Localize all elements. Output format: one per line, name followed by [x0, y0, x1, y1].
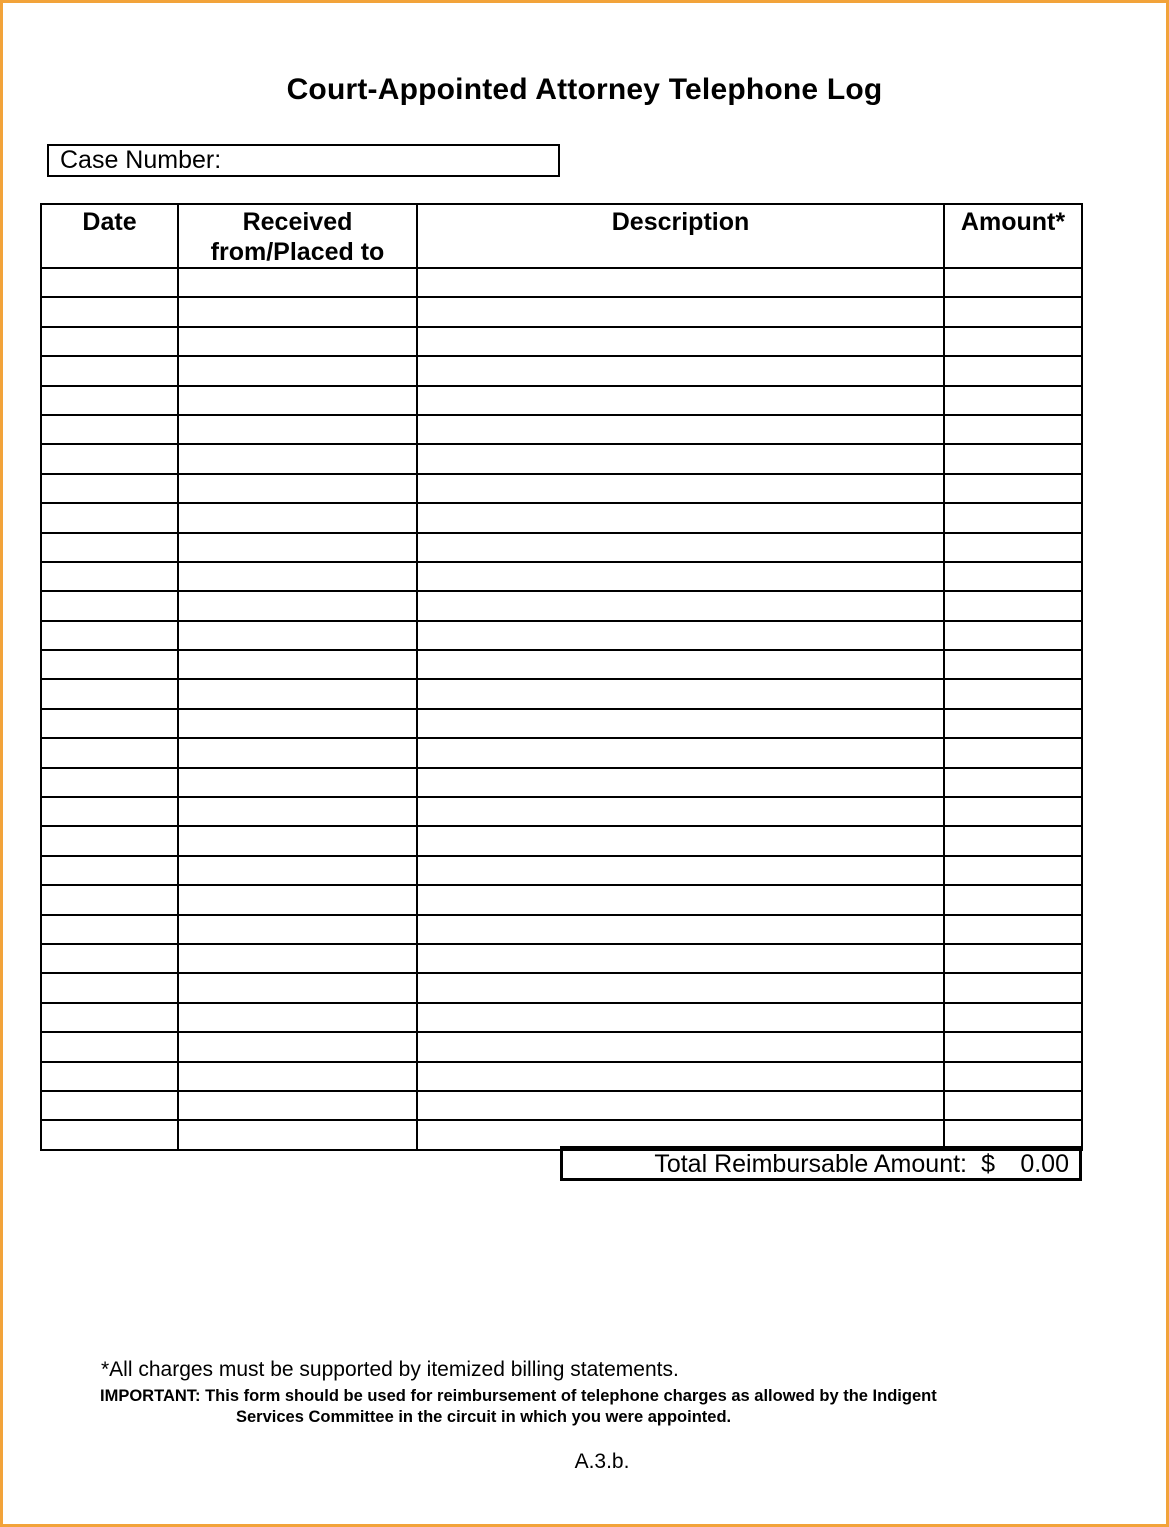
- table-row: [41, 709, 1082, 738]
- cell-description[interactable]: [417, 768, 944, 797]
- cell-amount[interactable]: [944, 503, 1082, 532]
- cell-amount[interactable]: [944, 444, 1082, 473]
- cell-description[interactable]: [417, 268, 944, 297]
- cell-amount[interactable]: [944, 327, 1082, 356]
- cell-received-placed[interactable]: [178, 650, 417, 679]
- cell-date[interactable]: [41, 826, 178, 855]
- cell-description[interactable]: [417, 415, 944, 444]
- cell-amount[interactable]: [944, 797, 1082, 826]
- cell-received-placed[interactable]: [178, 444, 417, 473]
- cell-amount[interactable]: [944, 562, 1082, 591]
- cell-description[interactable]: [417, 856, 944, 885]
- table-row: [41, 297, 1082, 326]
- cell-date[interactable]: [41, 444, 178, 473]
- cell-date[interactable]: [41, 679, 178, 708]
- cell-amount[interactable]: [944, 533, 1082, 562]
- case-number-field[interactable]: [47, 144, 560, 177]
- cell-received-placed[interactable]: [178, 386, 417, 415]
- cell-description[interactable]: [417, 621, 944, 650]
- cell-description[interactable]: [417, 503, 944, 532]
- cell-received-placed[interactable]: [178, 1120, 417, 1149]
- important-line1: IMPORTANT: This form should be used for reimbursement of telephone charges as allowed by the Indigent: [100, 1387, 937, 1405]
- table-row: [41, 826, 1082, 855]
- cell-amount[interactable]: [944, 915, 1082, 944]
- table-row: [41, 1003, 1082, 1032]
- cell-received-placed[interactable]: [178, 297, 417, 326]
- cell-amount[interactable]: [944, 386, 1082, 415]
- header-date: Date: [41, 204, 178, 268]
- total-value[interactable]: 0.00: [1020, 1150, 1069, 1178]
- cell-description[interactable]: [417, 327, 944, 356]
- cell-amount[interactable]: [944, 1091, 1082, 1120]
- total-label: Total Reimbursable Amount:: [654, 1150, 967, 1178]
- cell-description[interactable]: [417, 474, 944, 503]
- cell-description[interactable]: [417, 533, 944, 562]
- cell-amount[interactable]: [944, 944, 1082, 973]
- cell-amount[interactable]: [944, 826, 1082, 855]
- cell-amount[interactable]: [944, 885, 1082, 914]
- cell-date[interactable]: [41, 915, 178, 944]
- cell-amount[interactable]: [944, 856, 1082, 885]
- cell-date[interactable]: [41, 797, 178, 826]
- cell-received-placed[interactable]: [178, 738, 417, 767]
- cell-amount[interactable]: [944, 1003, 1082, 1032]
- cell-date[interactable]: [41, 973, 178, 1002]
- table-row: [41, 503, 1082, 532]
- table-row: [41, 562, 1082, 591]
- cell-received-placed[interactable]: [178, 415, 417, 444]
- telephone-log-table: [40, 203, 1083, 1151]
- cell-date[interactable]: [41, 562, 178, 591]
- cell-description[interactable]: [417, 562, 944, 591]
- cell-date[interactable]: [41, 415, 178, 444]
- cell-description[interactable]: [417, 915, 944, 944]
- header-received-placed: [178, 204, 417, 268]
- table-row: [41, 474, 1082, 503]
- cell-date[interactable]: [41, 1091, 178, 1120]
- cell-description[interactable]: [417, 1091, 944, 1120]
- header-description: Description: [417, 204, 944, 268]
- cell-date[interactable]: [41, 297, 178, 326]
- cell-description[interactable]: [417, 591, 944, 620]
- cell-description[interactable]: [417, 944, 944, 973]
- header-amount: Amount*: [944, 204, 1082, 268]
- cell-amount[interactable]: [944, 973, 1082, 1002]
- cell-received-placed[interactable]: [178, 944, 417, 973]
- table-row: [41, 768, 1082, 797]
- cell-amount[interactable]: [944, 356, 1082, 385]
- cell-description[interactable]: [417, 1062, 944, 1091]
- cell-received-placed[interactable]: [178, 474, 417, 503]
- cell-received-placed[interactable]: [178, 973, 417, 1002]
- table-body: [41, 268, 1082, 1150]
- cell-received-placed[interactable]: [178, 621, 417, 650]
- cell-received-placed[interactable]: [178, 268, 417, 297]
- cell-received-placed[interactable]: [178, 768, 417, 797]
- cell-received-placed[interactable]: [178, 826, 417, 855]
- cell-received-placed[interactable]: [178, 709, 417, 738]
- cell-received-placed[interactable]: [178, 562, 417, 591]
- header-received-line1: Received: [242, 208, 353, 236]
- cell-description[interactable]: [417, 797, 944, 826]
- cell-description[interactable]: [417, 650, 944, 679]
- cell-amount[interactable]: [944, 650, 1082, 679]
- cell-description[interactable]: [417, 1032, 944, 1061]
- table-row: [41, 973, 1082, 1002]
- table-row: [41, 356, 1082, 385]
- total-currency: $: [981, 1150, 995, 1178]
- cell-date[interactable]: [41, 856, 178, 885]
- cell-received-placed[interactable]: [178, 1091, 417, 1120]
- cell-date[interactable]: [41, 1062, 178, 1091]
- cell-date[interactable]: [41, 1003, 178, 1032]
- cell-date[interactable]: [41, 768, 178, 797]
- table-row: [41, 679, 1082, 708]
- cell-description[interactable]: [417, 826, 944, 855]
- table-row: [41, 797, 1082, 826]
- cell-received-placed[interactable]: [178, 1003, 417, 1032]
- cell-description[interactable]: [417, 1003, 944, 1032]
- cell-date[interactable]: [41, 268, 178, 297]
- cell-description[interactable]: [417, 738, 944, 767]
- cell-date[interactable]: [41, 386, 178, 415]
- table-header-row: [41, 204, 1082, 268]
- table-row: [41, 386, 1082, 415]
- table-row: [41, 944, 1082, 973]
- cell-date[interactable]: [41, 1032, 178, 1061]
- cell-date[interactable]: [41, 944, 178, 973]
- cell-date[interactable]: [41, 621, 178, 650]
- cell-received-placed[interactable]: [178, 915, 417, 944]
- table-row: [41, 591, 1082, 620]
- cell-date[interactable]: [41, 503, 178, 532]
- cell-received-placed[interactable]: [178, 591, 417, 620]
- cell-amount[interactable]: [944, 621, 1082, 650]
- cell-received-placed[interactable]: [178, 1062, 417, 1091]
- cell-date[interactable]: [41, 885, 178, 914]
- table-row: [41, 885, 1082, 914]
- cell-description[interactable]: [417, 356, 944, 385]
- cell-date[interactable]: [41, 474, 178, 503]
- cell-amount[interactable]: [944, 709, 1082, 738]
- table-row: [41, 533, 1082, 562]
- cell-received-placed[interactable]: [178, 797, 417, 826]
- cell-date[interactable]: [41, 327, 178, 356]
- cell-received-placed[interactable]: [178, 1032, 417, 1061]
- form-code: A.3.b.: [574, 1450, 630, 1473]
- table-row: [41, 327, 1082, 356]
- cell-date[interactable]: [41, 356, 178, 385]
- cell-date[interactable]: [41, 650, 178, 679]
- cell-amount[interactable]: [944, 474, 1082, 503]
- header-received-line2: from/Placed to: [210, 238, 385, 266]
- table-row: [41, 1032, 1082, 1061]
- table-row: [41, 1091, 1082, 1120]
- cell-amount[interactable]: [944, 591, 1082, 620]
- cell-description[interactable]: [417, 444, 944, 473]
- important-notice: [100, 1386, 1080, 1428]
- page-title: Court-Appointed Attorney Telephone Log: [286, 73, 883, 106]
- cell-date[interactable]: [41, 738, 178, 767]
- cell-date[interactable]: [41, 533, 178, 562]
- table-row: [41, 444, 1082, 473]
- important-line2: Services Committee in the circuit in which you were appointed.: [236, 1408, 732, 1426]
- cell-date[interactable]: [41, 591, 178, 620]
- cell-date[interactable]: [41, 1120, 178, 1149]
- table-row: [41, 650, 1082, 679]
- cell-amount[interactable]: [944, 738, 1082, 767]
- cell-amount[interactable]: [944, 297, 1082, 326]
- table-row: [41, 268, 1082, 297]
- cell-amount[interactable]: [944, 1062, 1082, 1091]
- cell-received-placed[interactable]: [178, 503, 417, 532]
- cell-description[interactable]: [417, 709, 944, 738]
- case-number-label: Case Number:: [60, 146, 222, 174]
- table-row: [41, 415, 1082, 444]
- cell-description[interactable]: [417, 297, 944, 326]
- cell-description[interactable]: [417, 885, 944, 914]
- table-row: [41, 915, 1082, 944]
- cell-amount[interactable]: [944, 415, 1082, 444]
- cell-amount[interactable]: [944, 268, 1082, 297]
- cell-description[interactable]: [417, 679, 944, 708]
- footnote: *All charges must be supported by itemized billing statements.: [101, 1358, 679, 1381]
- cell-received-placed[interactable]: [178, 533, 417, 562]
- table-row: [41, 856, 1082, 885]
- table-row: [41, 621, 1082, 650]
- cell-received-placed[interactable]: [178, 885, 417, 914]
- cell-received-placed[interactable]: [178, 679, 417, 708]
- cell-received-placed[interactable]: [178, 856, 417, 885]
- cell-amount[interactable]: [944, 1032, 1082, 1061]
- table-row: [41, 738, 1082, 767]
- cell-date[interactable]: [41, 709, 178, 738]
- cell-description[interactable]: [417, 973, 944, 1002]
- cell-amount[interactable]: [944, 679, 1082, 708]
- cell-description[interactable]: [417, 386, 944, 415]
- total-reimbursable-box: [560, 1146, 1082, 1181]
- cell-received-placed[interactable]: [178, 327, 417, 356]
- cell-amount[interactable]: [944, 768, 1082, 797]
- table-row: [41, 1062, 1082, 1091]
- cell-received-placed[interactable]: [178, 356, 417, 385]
